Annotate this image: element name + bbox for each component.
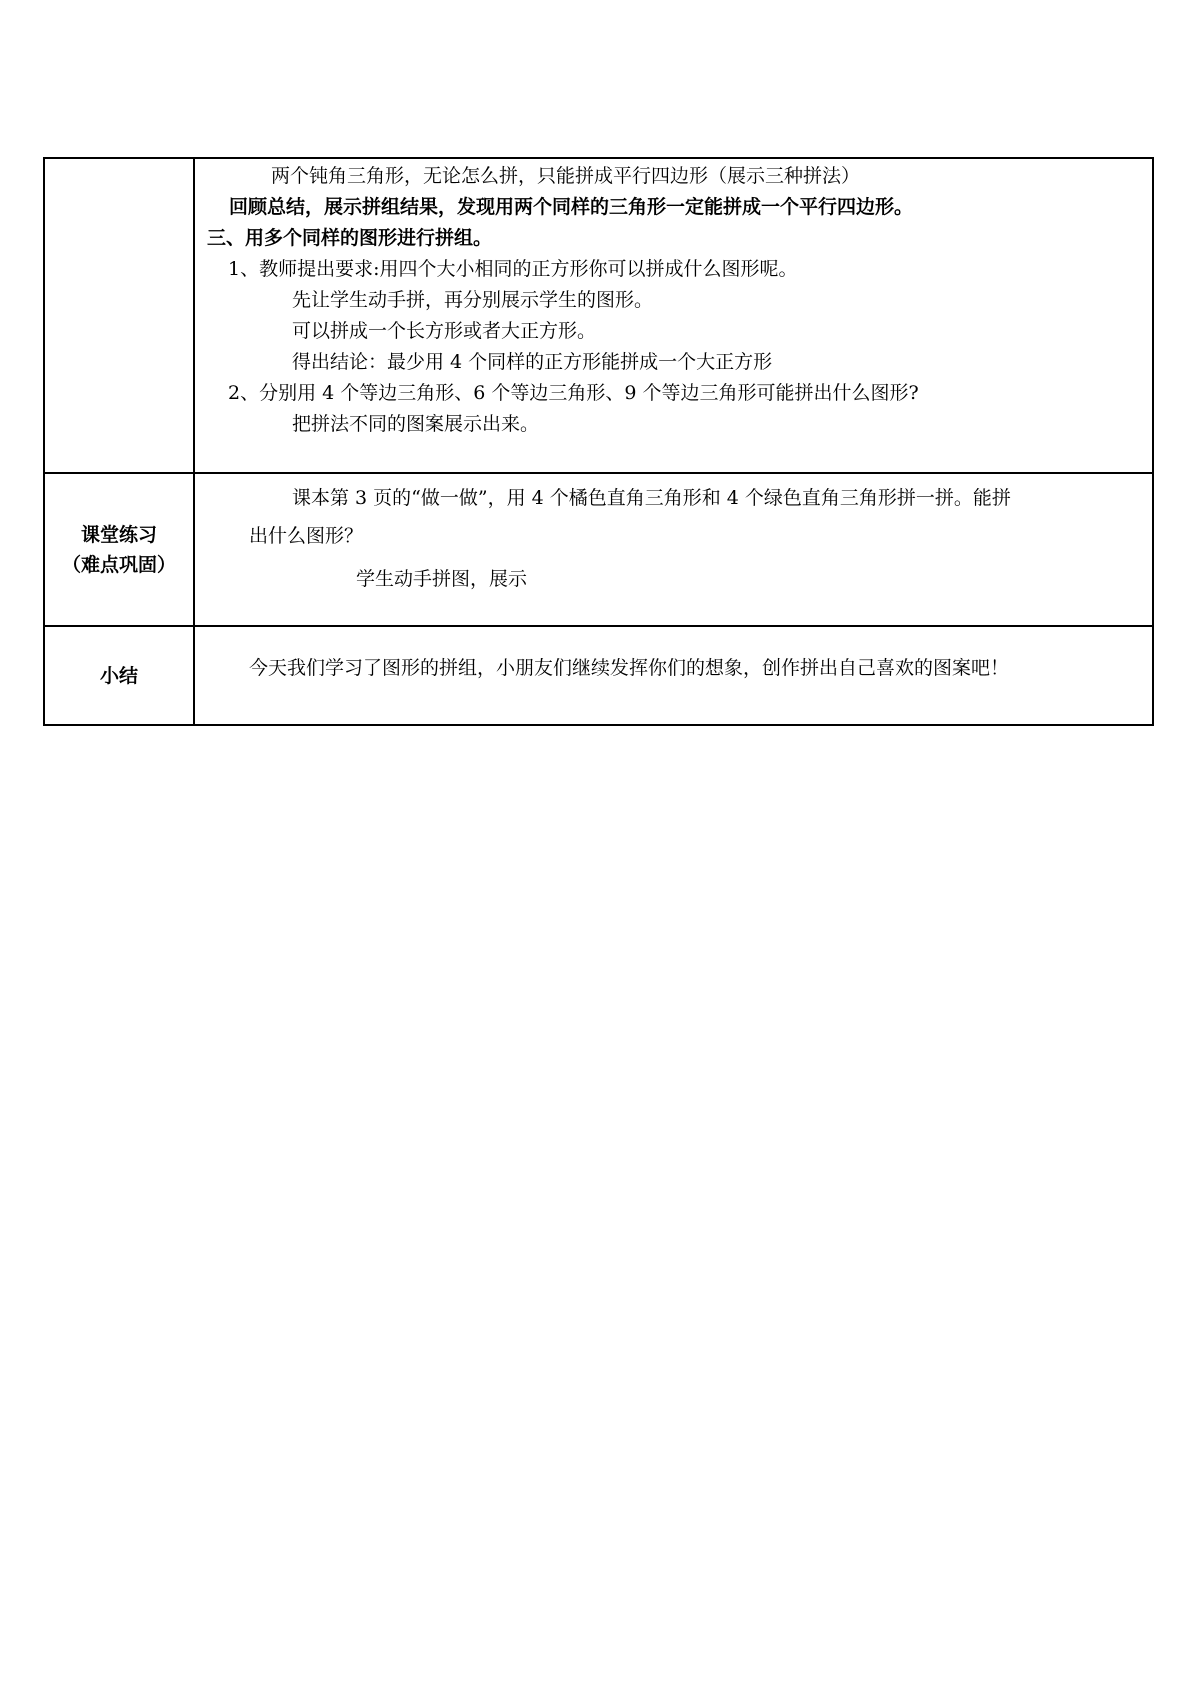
content-line: 2、分别用 4 个等边三角形、6 个等边三角形、9 个等边三角形可能拼出什么图形? — [228, 382, 919, 404]
row-label-cell-empty — [44, 158, 194, 473]
content-line: 学生动手拼图，展示 — [356, 568, 528, 590]
lesson-plan-table — [43, 157, 1154, 726]
content-line: 两个钝角三角形，无论怎么拼，只能拼成平行四边形（展示三种拼法） — [271, 165, 861, 187]
content-line: 今天我们学习了图形的拼组，小朋友们继续发挥你们的想象，创作拼出自己喜欢的图案吧！ — [249, 657, 1010, 679]
content-line: 可以拼成一个长方形或者大正方形。 — [292, 320, 597, 342]
summary-line: 回顾总结，展示拼组结果，发现用两个同样的三角形一定能拼成一个平行四边形。 — [229, 196, 914, 218]
table-row — [44, 158, 1153, 473]
content-line: 把拼法不同的图案展示出来。 — [292, 413, 540, 435]
activity-content-cell — [194, 158, 1153, 473]
row-label-practice — [44, 473, 194, 626]
content-line: 课本第 3 页的“做一做”，用 4 个橘色直角三角形和 4 个绿色直角三角形拼一拼。能拼 — [292, 487, 1011, 509]
table-row — [44, 473, 1153, 626]
content-line: 出什么图形？ — [249, 525, 364, 547]
content-line: 1、教师提出要求:用四个大小相同的正方形你可以拼成什么图形呢。 — [228, 258, 798, 280]
practice-content-cell — [194, 473, 1153, 626]
summary-content-cell — [194, 626, 1153, 725]
row-label-summary — [44, 626, 194, 725]
section-heading: 三、用多个同样的图形进行拼组。 — [207, 227, 493, 249]
content-line: 得出结论：最少用 4 个同样的正方形能拼成一个大正方形 — [292, 351, 773, 373]
content-line: 先让学生动手拼，再分别展示学生的图形。 — [292, 289, 654, 311]
label-line: 课堂练习 — [80, 523, 157, 546]
label-line: 小结 — [99, 664, 138, 687]
label-line: （难点巩固） — [61, 553, 176, 576]
table-row — [44, 626, 1153, 725]
